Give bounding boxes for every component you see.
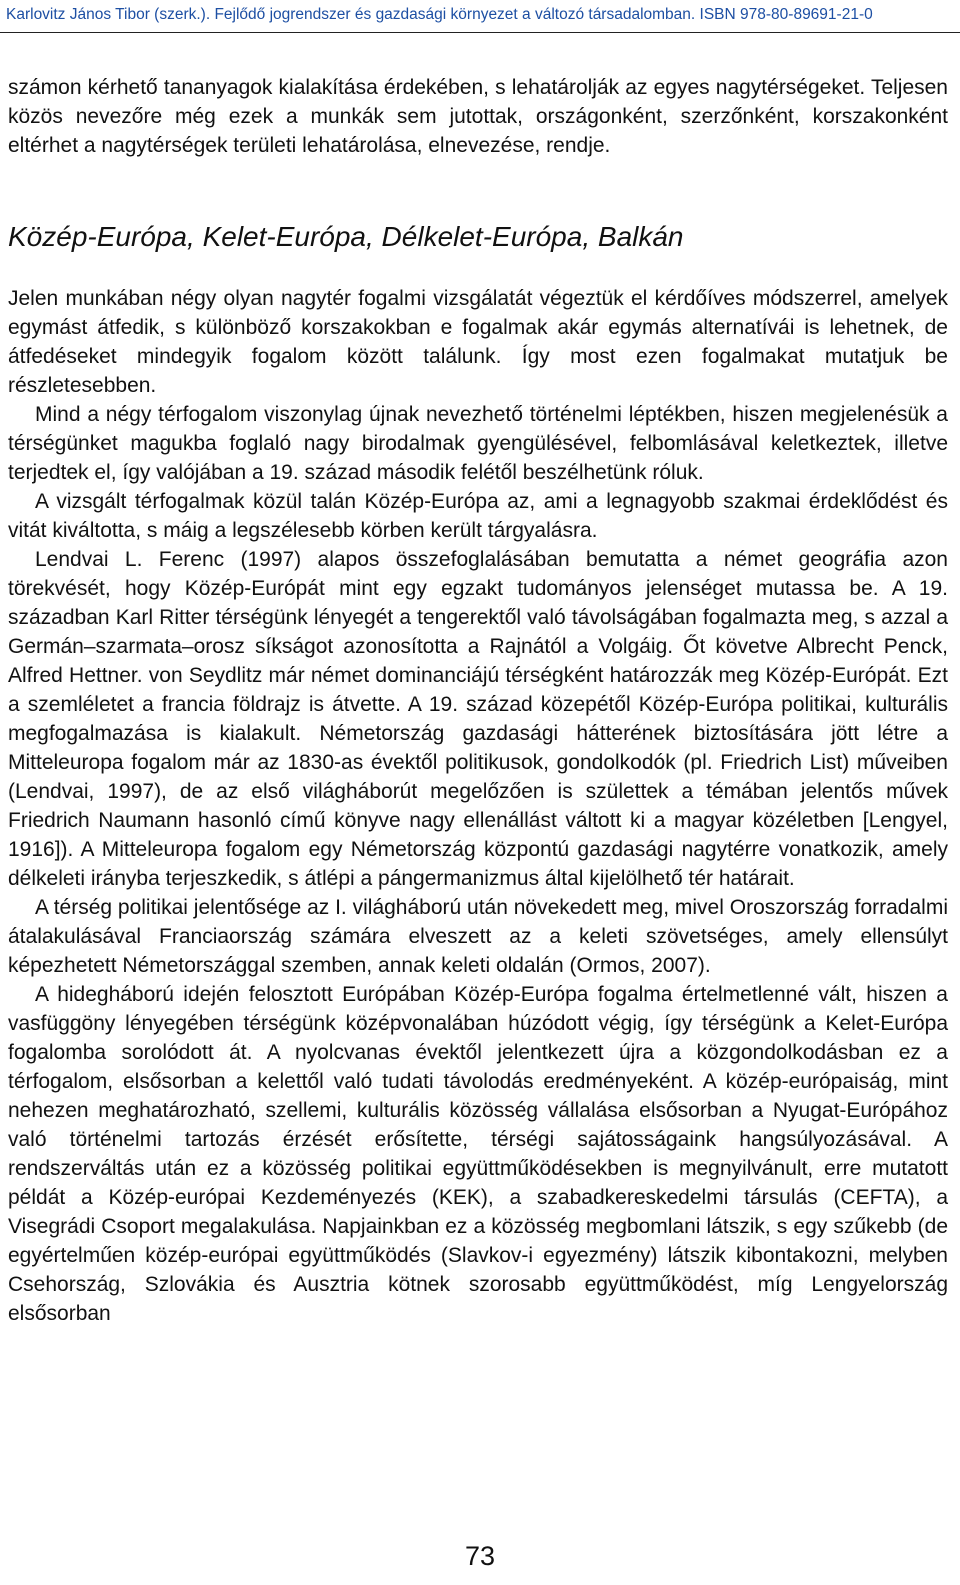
section-paragraph-4: Lendvai L. Ferenc (1997) alapos összefoglalásában bemutatta a német geográfia azon törekvését, hogy Közép-Európát mint egy egzakt tudományos jelenséget mutassa be. A 19. században Karl Ritter térségünk lényegét a tengerektől való távolságában fogalmazta meg, s azzal a Germán–szarmata–orosz síkságot azonosította a Rajnától a Volgáig. Őt követve Albrecht Penck, Alfred Hettner. von Seydlitz már német dominanciájú térségként határozzák meg Közép-Európát. Ezt a szemléletet a francia földrajz is átvette. A 19. század közepétől Közép-Európa politikai, kulturális megfogalmazása is kialakult. Németország gazdasági hátterének biztosítására jött létre a Mitteleuropa fogalom már az 1830-as évektől politikusok, gondolkodók (pl. Friedrich List) műveiben (Lendvai, 1997), de az első világháborút megelőzően is születtek a témában jelentős művek Friedrich Naumann hasonló című könyve nagy ellenállást váltott ki a magyar közéletben [Lengyel, 1916]). A Mitteleuropa fogalom egy Németország központú gazdasági nagytérre vonatkozik, amely délkeleti irányba terjeszkedik, s átlépi a pángermanizmus által kijelölhető tér határait. — [8, 548, 948, 890]
running-header — [0, 0, 960, 33]
page-number: 73 — [464, 1541, 496, 1571]
section-paragraph-5: A térség politikai jelentősége az I. világháború után növekedett meg, mivel Oroszország forradalmi átalakulásával Franciaország számára elveszett az a keleti szövetséges, amely ellensúlyt képezhetett Németországgal szemben, annak keleti oldalán (Ormos, 2007). — [8, 896, 948, 977]
section-paragraph-1: Jelen munkában négy olyan nagytér fogalmi vizsgálatát végeztük el kérdőíves módszerrel, amelyek egymást átfedik, s különböző korszakokban e fogalmak akár egymás alternatívái is lehetnek, de átfedéseket mindegyik fogalom között találunk. Így most ezen fogalmakat mutatjuk be részletesebben. — [8, 287, 948, 397]
header-citation: Karlovitz János Tibor (szerk.). Fejlődő jogrendszer és gazdasági környezet a változó társadalomban. ISBN 978-80-89691-21-0 — [6, 6, 873, 23]
intro-paragraph: számon kérhető tananyagok kialakítása érdekében, s lehatárolják az egyes nagytérségeket. Teljesen közös nevezőre még ezek a munkák sem jutottak, országonként, szerzőnként, korszakonként eltérhet a nagytérségek területi lehatárolása, elnevezése, rendje. — [8, 76, 948, 157]
page-body — [0, 33, 960, 1328]
section-heading: Közép-Európa, Kelet-Európa, Délkelet-Európa, Balkán — [8, 221, 684, 252]
section-paragraph-6: A hidegháború idején felosztott Európában Közép-Európa fogalma értelmetlenné vált, hiszen a vasfüggöny lényegében térségünk középvonalában húzódott végig, így térségünk a Kelet-Európa fogalomba sorolódott át. A nyolcvanas évektől jelentkezett újra a közgondolkodásban ez a térfogalom, elsősorban a kelettől való tudati távolodás eredményeként. A közép-európaiság, mint nehezen meghatározható, szellemi, kulturális közösség vállalása elsősorban a Nyugat-Európához való történelmi tartozás érzését erősítette, térségi sajátosságaink hangsúlyozásával. A rendszerváltás után ez a közösség politikai együttműködésekben is megnyilvánult, erre mutatott példát a Közép-európai Kezdeményezés (KEK), a szabadkereskedelmi társulás (CEFTA), a Visegrádi Csoport megalakulása. Napjainkban ez a közösség megbomlani látszik, s egy szűkebb (de egyértelműen közép-európai együttműködés (Slavkov-i egyezmény) látszik kibontakozni, melyben Csehország, Szlovákia és Ausztria kötnek szorosabb együttműködést, míg Lengyelország elsősorban — [8, 983, 948, 1325]
section-paragraph-3: A vizsgált térfogalmak közül talán Közép-Európa az, ami a legnagyobb szakmai érdeklődést és vitát kiváltotta, s máig a legszélesebb körben került tárgyalásra. — [8, 490, 948, 542]
section-paragraph-2: Mind a négy térfogalom viszonylag újnak nevezhető történelmi léptékben, hiszen megjelenésük a térségünket magukba foglaló nagy birodalmak gyengülésével, felbomlásával keletkeztek, illetve terjedtek el, így valójában a 19. század második felétől beszélhetünk róluk. — [8, 403, 948, 484]
